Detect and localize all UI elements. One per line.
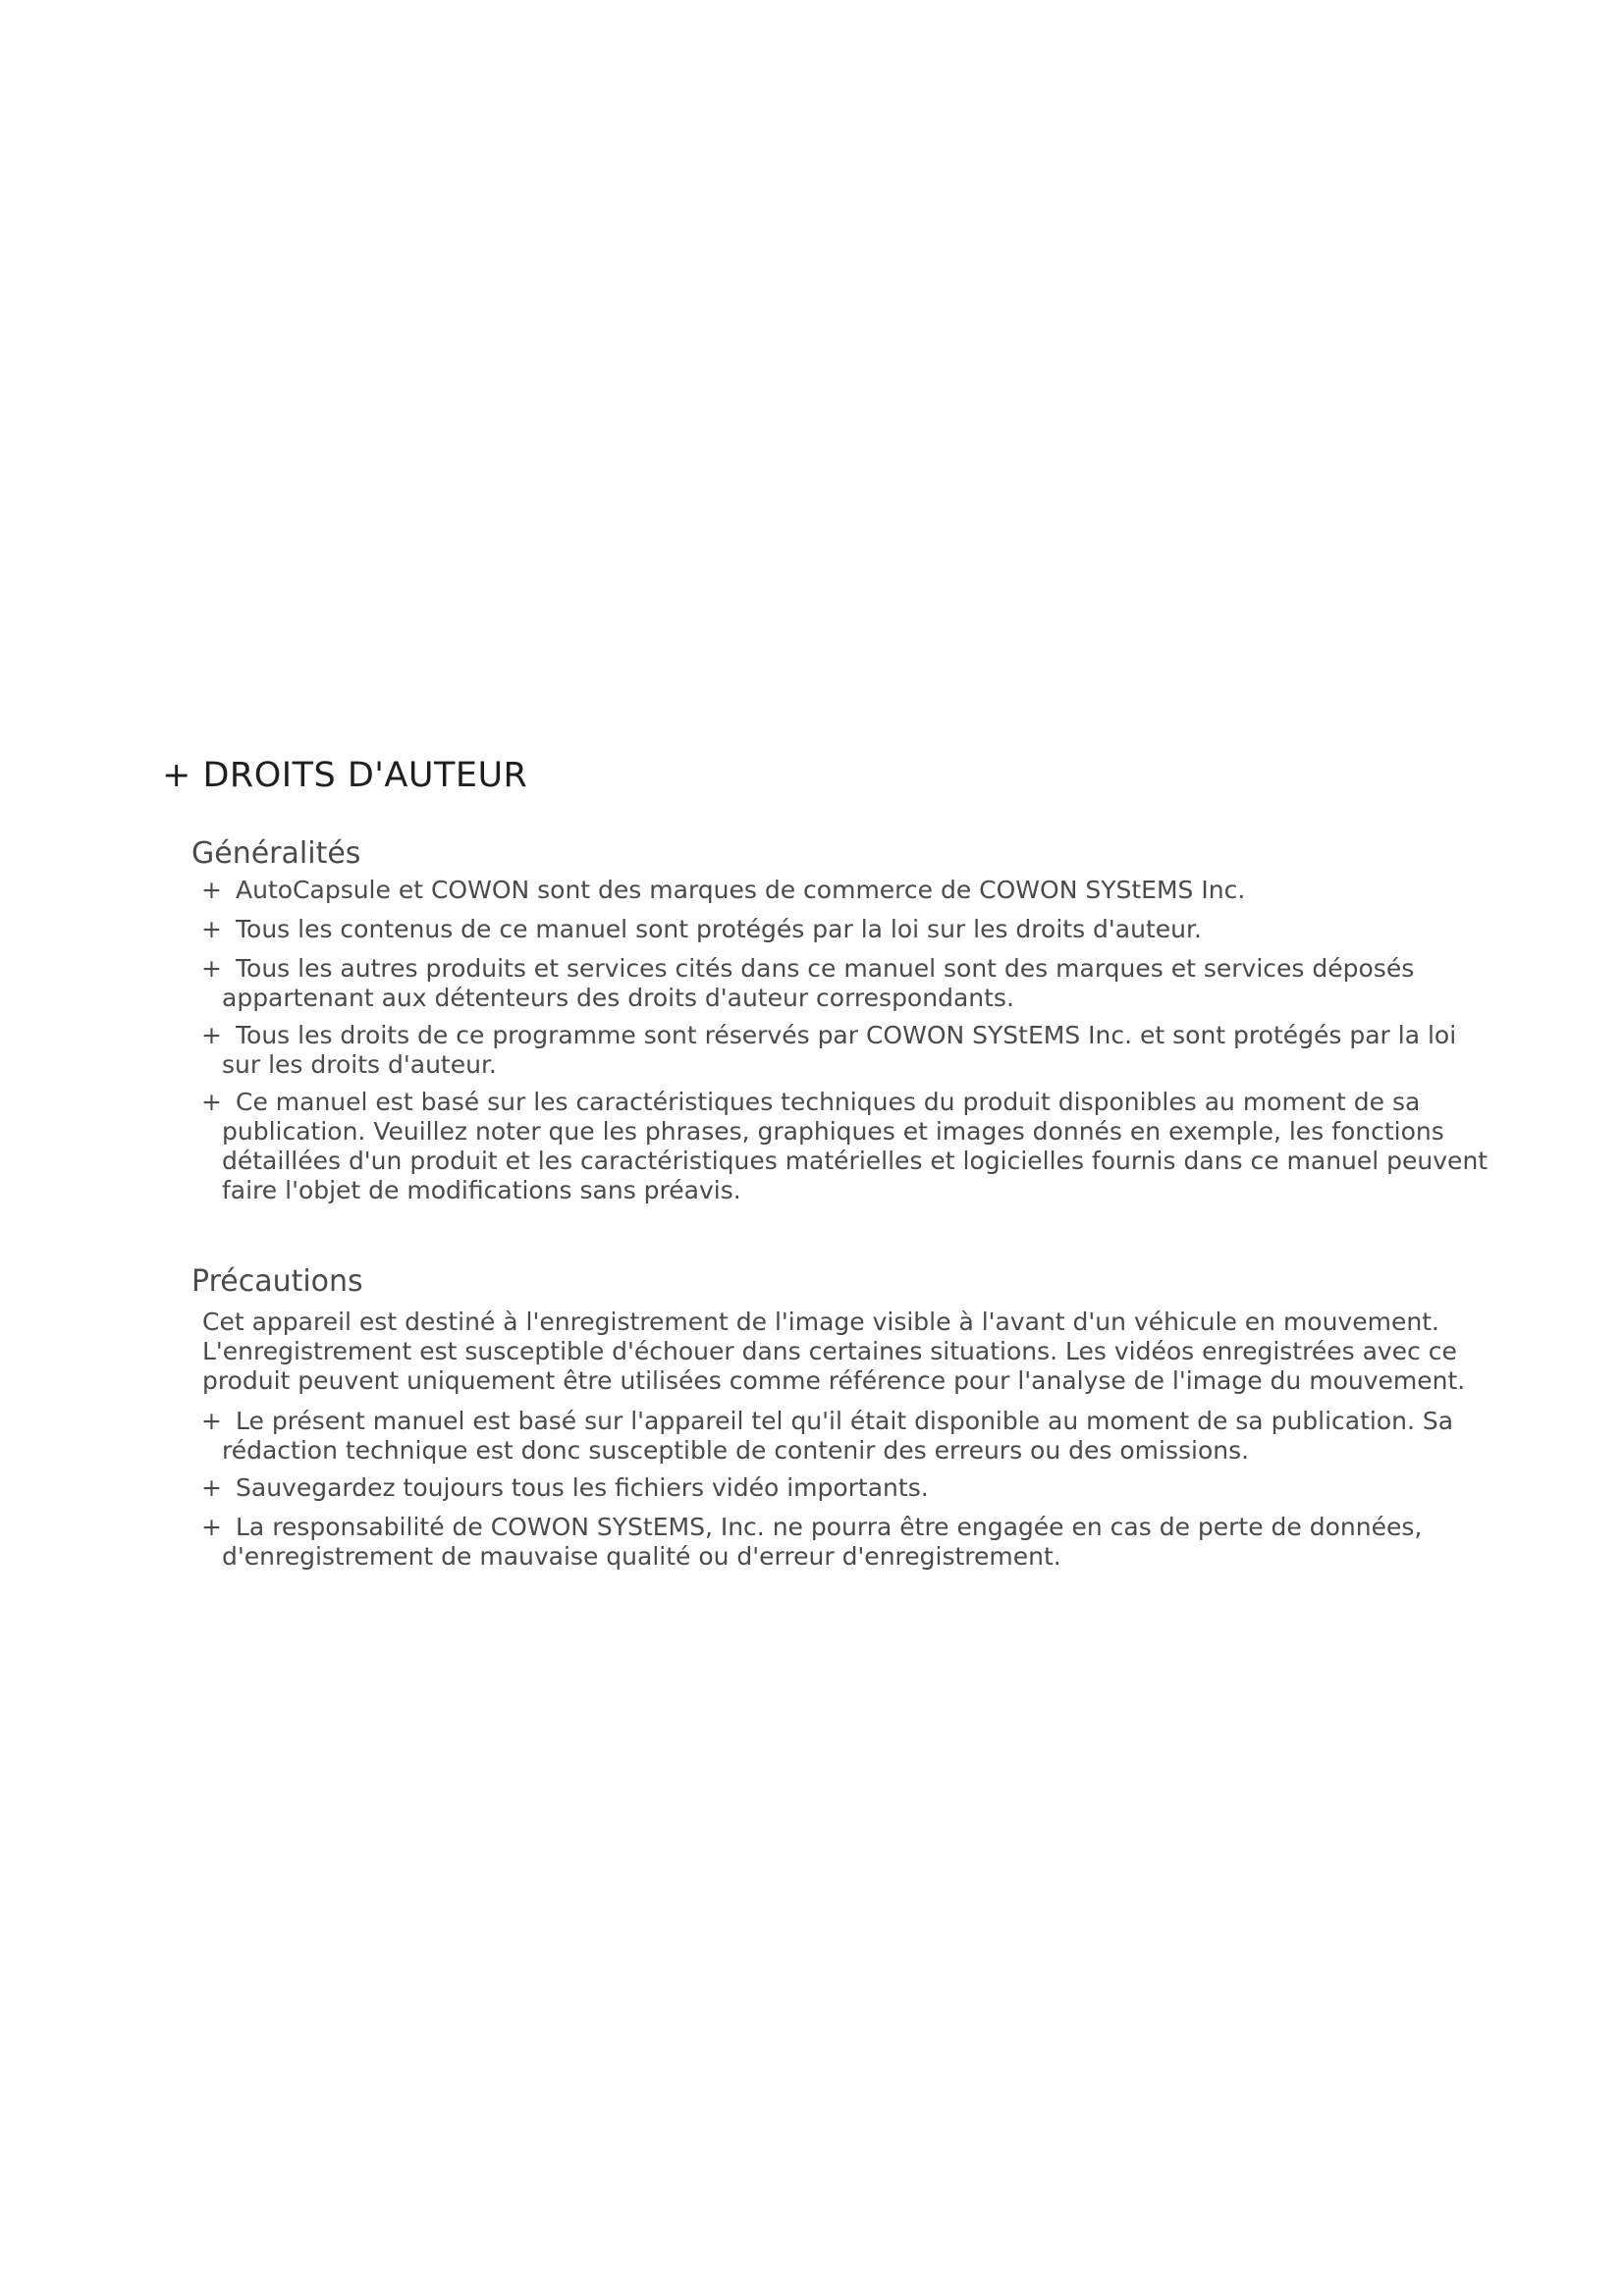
list-item (201, 954, 1497, 1013)
list-item (201, 1407, 1497, 1466)
list-item-text: Le présent manuel est basé sur l'appareil tel qu'il était disponible au moment de sa publication. Sa rédaction technique est donc susceptible de contenir des erreurs ou des omissions. (222, 1407, 1454, 1465)
section-title-generalites: Généralités (191, 836, 361, 871)
plus-bullet: + (201, 915, 222, 943)
plus-bullet: + (201, 1473, 222, 1502)
list-item (201, 1088, 1497, 1205)
page-title: + DROITS D'AUTEUR (162, 756, 528, 795)
list-item-text: Sauvegardez toujours tous les fichiers vidéo importants. (236, 1473, 929, 1502)
list-item (201, 1473, 1497, 1503)
plus-bullet: + (201, 954, 222, 983)
plus-bullet: + (201, 1407, 222, 1435)
list-item-text: La responsabilité de COWON SYStEMS, Inc. ne pourra être engagée en cas de perte de données, d'enregistrement de mauvaise qualité ou d'erreur d'enregistrement. (222, 1513, 1423, 1571)
list-item-text: AutoCapsule et COWON sont des marques de commerce de COWON SYStEMS Inc. (236, 876, 1246, 904)
list-item-text: Ce manuel est basé sur les caractéristiques techniques du produit disponibles au moment de sa publication. Veuillez noter que les phrases, graphiques et images donnés en exemple, les fonctions détaillées d'un produit et les caractéristiques matérielles et logicielles fournis dans ce manuel peuvent faire l'objet de modifications sans préavis. (222, 1088, 1489, 1204)
section-title-precautions: Précautions (191, 1264, 363, 1299)
plus-bullet: + (201, 1021, 222, 1049)
list-item-text: Tous les droits de ce programme sont réservés par COWON SYStEMS Inc. et sont protégés par la loi sur les droits d'auteur. (222, 1021, 1457, 1079)
plus-bullet: + (201, 1513, 222, 1541)
list-item (201, 915, 1497, 944)
plus-bullet: + (201, 876, 222, 904)
list-item-text: Tous les autres produits et services cités dans ce manuel sont des marques et services déposés appartenant aux détenteurs des droits d'auteur correspondants. (222, 954, 1415, 1012)
list-item (201, 1021, 1497, 1080)
precautions-intro: Cet appareil est destiné à l'enregistrement de l'image visible à l'avant d'un véhicule en mouvement. L'enregistrement est susceptible d'échouer dans certaines situations. Les vidéos enregistrées avec ce produit peuvent uniquement être utilisées comme référence pour l'analyse de l'image du mouvement. (202, 1308, 1466, 1395)
list-item (201, 1513, 1497, 1572)
list-item (201, 876, 1497, 905)
list-item-text: Tous les contenus de ce manuel sont protégés par la loi sur les droits d'auteur. (236, 915, 1202, 943)
plus-bullet: + (201, 1088, 222, 1116)
